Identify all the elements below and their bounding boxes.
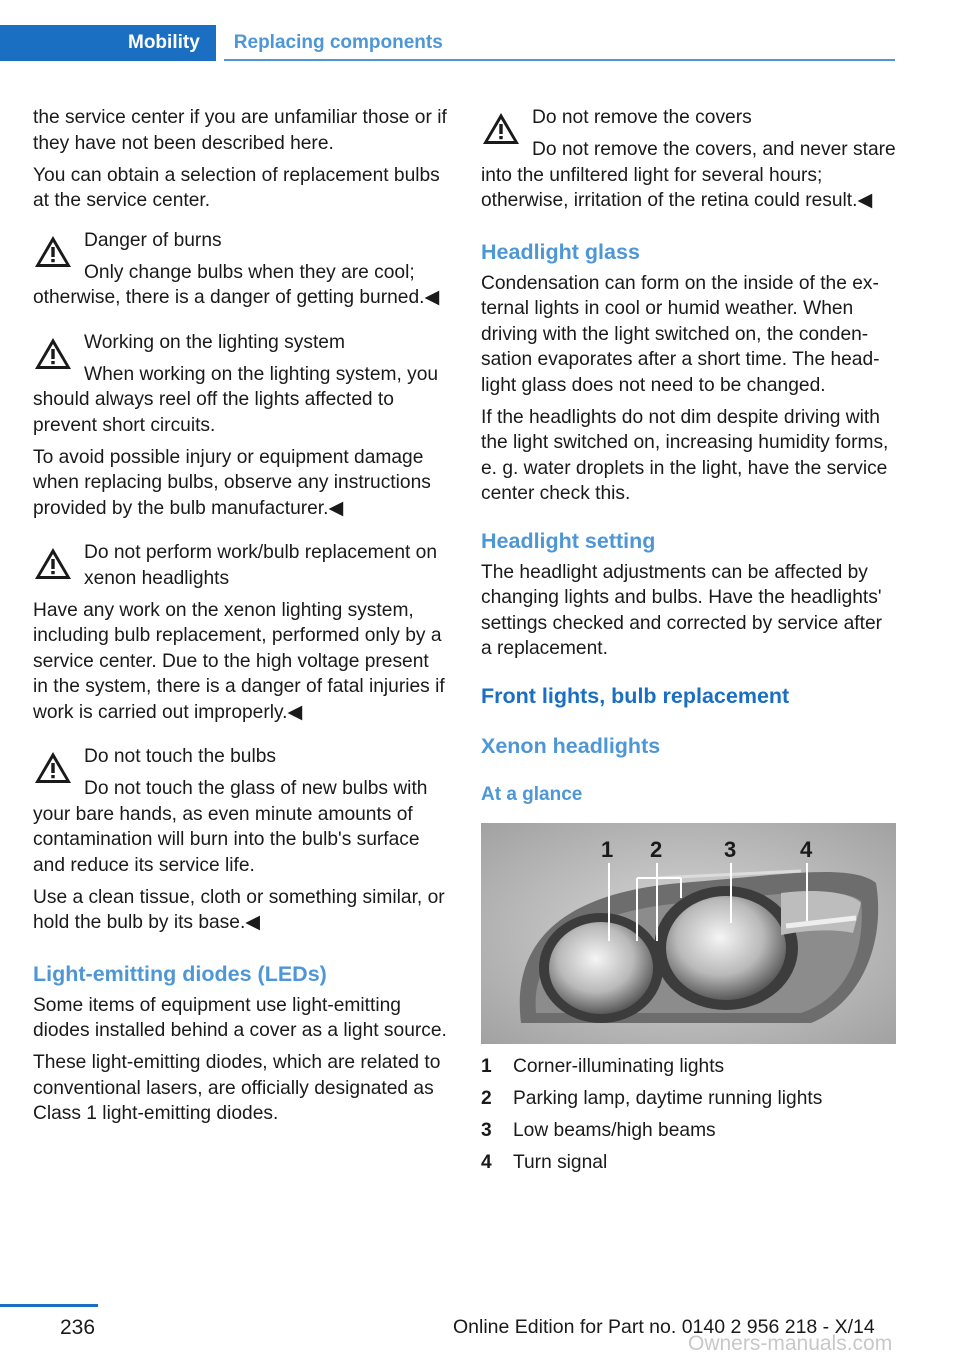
warning-title: Do not touch the bulbs	[84, 746, 277, 767]
right-column	[481, 105, 896, 1182]
watermark: Owners-manuals.com	[688, 1332, 893, 1355]
end-mark: ◀	[424, 287, 440, 308]
section-tab: Mobility	[0, 25, 216, 61]
warning-title: Working on the lighting system	[84, 331, 345, 353]
end-mark: ◀	[857, 190, 873, 211]
warning-triangle-icon	[33, 234, 73, 270]
headlight-setting-paragraph: The headlight adjustments can be affected by changing lights and bulbs. Have the headlights' settings checked and corrected by service after a replacement.	[481, 561, 883, 659]
warning-lighting-system	[33, 330, 448, 522]
front-lights-heading: Front lights, bulb replacement	[481, 683, 790, 708]
legend-item	[481, 1118, 896, 1144]
warning-title: Do not remove the covers	[532, 107, 752, 128]
led-heading: Light-emitting diodes (LEDs)	[33, 961, 327, 986]
warning-triangle-icon	[33, 546, 73, 582]
headlight-figure	[481, 823, 896, 1044]
warning-bulbs	[33, 744, 448, 936]
warning-xenon	[33, 540, 448, 725]
legend-number: 4	[481, 1151, 492, 1173]
header-rule	[224, 59, 895, 61]
warning-burns	[33, 228, 448, 311]
headlight-glass-paragraph-1: Condensation can form on the inside of the external lights in cool or humid weather. When driving with the light switched on, the condensation evaporates after a short time. The headlight glass does not need to be changed.	[481, 272, 880, 396]
warning-triangle-icon	[33, 750, 73, 786]
figure-label-1: 1	[601, 836, 614, 862]
warning-body-2: Use a clean tissue, cloth or something similar, or hold the bulb by its base.	[33, 886, 445, 933]
headlight-setting-heading: Headlight setting	[481, 528, 656, 553]
warning-triangle-icon	[481, 111, 521, 147]
end-mark: ◀	[287, 701, 303, 723]
warning-body: Only change bulbs when they are cool; otherwise, there is a danger of getting burned.	[33, 261, 425, 308]
warning-body: Have any work on the xenon lighting system, including bulb replacement, performed only by a service center. Due to the high voltage present in the system, there is a danger of fatal injuries if work is carried out improperly.	[33, 599, 445, 723]
legend-text: Parking lamp, daytime running lights	[513, 1087, 823, 1109]
page-number: 236	[60, 1316, 96, 1339]
xenon-headlights-heading: Xenon headlights	[481, 733, 661, 758]
legend-text: Low beams/high beams	[513, 1119, 716, 1141]
topic-tab: Replacing components	[233, 32, 443, 53]
legend-number: 1	[481, 1055, 492, 1077]
warning-title: Danger of burns	[84, 229, 222, 251]
at-a-glance-heading: At a glance	[481, 783, 583, 805]
intro-paragraph: the service center if you are unfamiliar those or if they have not been described here.	[33, 107, 447, 154]
warning-body: Do not touch the glass of new bulbs with your bare hands, as even minute amounts of contamination will burn into the bulb's surface and reduce its service life.	[33, 778, 428, 876]
end-mark: ◀	[245, 912, 261, 933]
edition-text: Online Edition for Part no. 0140 2 956 218 - X/14	[453, 1316, 875, 1338]
replacement-bulbs-paragraph: You can obtain a selection of replacement bulbs at the service center.	[33, 164, 440, 211]
left-column	[33, 105, 448, 1133]
legend-number: 3	[481, 1119, 492, 1141]
figure-label-4: 4	[800, 836, 813, 862]
warning-body: Do not remove the covers, and never stare into the unfiltered light for several hours; otherwise, irritation of the retina could result.	[481, 139, 896, 211]
warning-covers	[481, 105, 896, 214]
warning-body-2: To avoid possible injury or equipment damage when replacing bulbs, observe any instructions provided by the bulb manufacturer.	[33, 446, 431, 519]
warning-body: When working on the lighting system, you should always reel off the lights affected to prevent short circuits.	[33, 363, 439, 436]
figure-legend	[481, 1054, 896, 1176]
legend-item	[481, 1054, 896, 1080]
legend-item	[481, 1150, 896, 1176]
footer-rule	[0, 1304, 98, 1307]
headlight-glass-paragraph-2: If the headlights do not dim despite driving with the light switched on, increasing humidity forms, e. g. water droplets in the light, have the service center check this.	[481, 406, 889, 504]
legend-item	[481, 1086, 896, 1112]
led-paragraph-2: These light-emitting diodes, which are related to conventional lasers, are officially designated as Class 1 light-emitting diodes.	[33, 1052, 441, 1124]
end-mark: ◀	[328, 497, 344, 519]
header-tabs	[0, 25, 461, 61]
legend-text: Corner-illuminating lights	[513, 1055, 725, 1077]
legend-text: Turn signal	[513, 1151, 608, 1173]
figure-label-2: 2	[650, 836, 663, 862]
headlight-glass-heading: Headlight glass	[481, 239, 640, 264]
led-paragraph-1: Some items of equipment use light-emitting diodes installed behind a cover as a light source.	[33, 994, 447, 1041]
figure-label-3: 3	[724, 836, 737, 862]
legend-number: 2	[481, 1087, 492, 1109]
warning-title: Do not perform work/bulb replacement on xenon headlights	[84, 542, 438, 589]
warning-triangle-icon	[33, 336, 73, 372]
